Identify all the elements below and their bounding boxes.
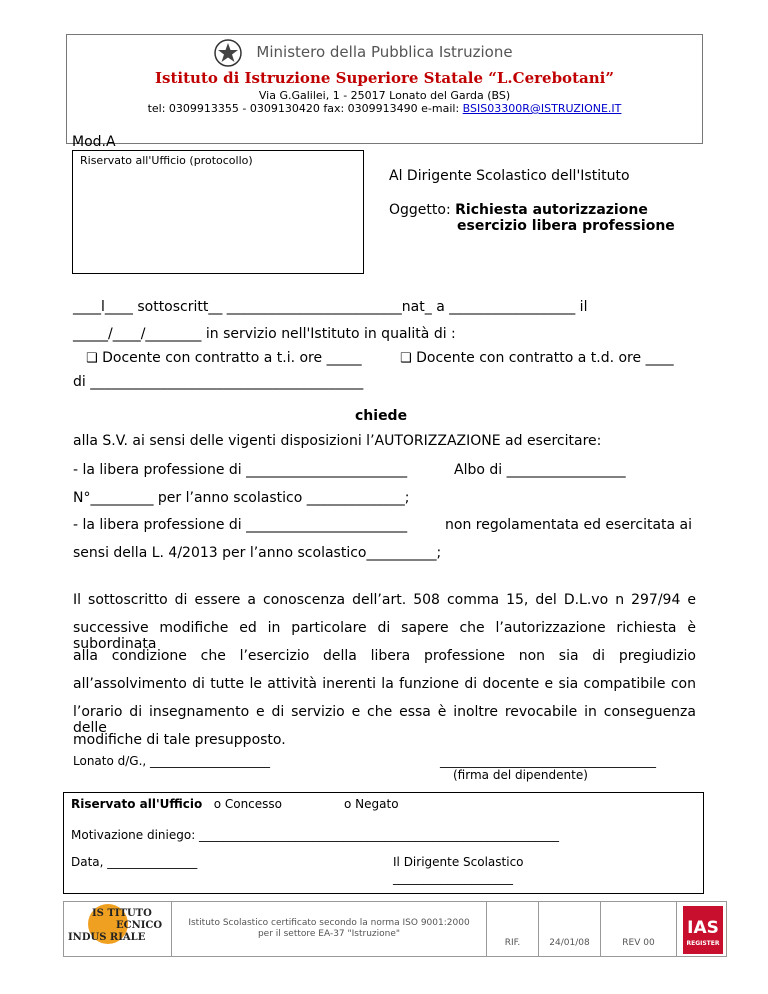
office-box xyxy=(63,792,704,894)
head-signature-line: ____________________ xyxy=(393,871,513,885)
checkbox-icon[interactable]: ❑ xyxy=(400,351,412,366)
rev-cell: REV 00 xyxy=(601,902,677,956)
head-label: Il Dirigente Scolastico xyxy=(393,855,524,869)
profession-2-note: non regolamentata ed esercitata ai xyxy=(445,517,693,533)
birthdate-line: _____/____/________ in servizio nell'Istituto in qualità di : xyxy=(73,326,456,342)
profession-2: - la libera professione di _______________________ xyxy=(73,517,408,533)
body-line-5: l’orario di insegnamento e di servizio e che essa è inoltre revocabile in conseguenza delle xyxy=(73,704,696,736)
request-word: chiede xyxy=(355,408,408,424)
office-title-row xyxy=(71,797,282,811)
checkbox-icon[interactable]: ❑ xyxy=(86,351,98,366)
option-fixed-term[interactable]: ❑ Docente con contratto a t.d. ore ____ xyxy=(400,350,674,366)
option-permanent[interactable]: ❑ Docente con contratto a t.i. ore _____ xyxy=(86,350,362,366)
cert-line-1: Istituto Scolastico certificato secondo la norma ISO 9001:2000 xyxy=(188,918,470,928)
subject xyxy=(389,202,648,218)
register-1: Albo di _________________ xyxy=(454,462,626,478)
register-number: N°_________ per l’anno scolastico ______________; xyxy=(73,490,410,506)
request-intro: alla S.V. ai sensi delle vigenti disposizioni l’AUTORIZZAZIONE ad esercitare: xyxy=(73,433,602,449)
recipient: Al Dirigente Scolastico dell'Istituto xyxy=(389,168,630,184)
motivation-line: Motivazione diniego: ____________________________________________________________ xyxy=(71,828,560,842)
office-title: Riservato all'Ufficio xyxy=(71,797,203,811)
footer xyxy=(63,901,727,957)
applicant-line: ____l____ sottoscritt__ _________________________nat_ a __________________ il xyxy=(73,299,588,315)
body-line-2: successive modifiche ed in particolare di sapere che l’autorizzazione richiesta è subordinata xyxy=(73,620,696,652)
subject-taught-line: di _______________________________________ xyxy=(73,374,364,390)
radio-denied-icon[interactable]: ο xyxy=(344,797,352,811)
institute-contacts: tel: 0309913355 - 0309130420 fax: 0309913490 e-mail: BSIS03300R@ISTRUZIONE.IT xyxy=(147,102,622,115)
institute-name: Istituto di Istruzione Superiore Statale “L.Cerebotani” xyxy=(155,69,614,87)
protocol-label: Riservato all'Ufficio (protocollo) xyxy=(80,154,253,167)
ministry-name: Ministero della Pubblica Istruzione xyxy=(256,43,513,61)
subject-line-2: esercizio libera professione xyxy=(457,218,675,234)
ias-register-logo: IAS REGISTER xyxy=(683,906,723,954)
model-label: Mod.A xyxy=(72,134,116,150)
school-logo: IS TITUTO ECNICO INDUS RIALE xyxy=(64,902,172,956)
email-link[interactable]: BSIS03300R@ISTRUZIONE.IT xyxy=(462,102,622,115)
institute-address: Via G.Galilei, 1 - 25017 Lonato del Garda (BS) xyxy=(258,89,511,102)
date-cell: 24/01/08 xyxy=(539,902,601,956)
office-date: Data, _______________ xyxy=(71,855,198,869)
signature-line: ____________________________________ xyxy=(440,754,656,768)
cert-line-2: per il settore EA-37 "Istruzione" xyxy=(257,929,401,939)
denied-label: Negato xyxy=(355,797,399,811)
letterhead xyxy=(66,34,703,144)
body-line-3: alla condizione che l’esercizio della libera professione non sia di pregiudizio xyxy=(73,648,696,664)
radio-granted-icon[interactable]: ο xyxy=(213,797,222,811)
denied-option[interactable] xyxy=(344,797,399,811)
body-line-4: all’assolvimento di tutte le attività inerenti la funzione di docente e sia compatibile con xyxy=(73,676,696,692)
protocol-box xyxy=(72,150,364,274)
certification-cell xyxy=(172,902,487,956)
profession-2-law: sensi della L. 4/2013 per l’anno scolastico__________; xyxy=(73,545,442,561)
profession-1: - la libera professione di _______________________ xyxy=(73,462,408,478)
subject-line-1: Richiesta autorizzazione xyxy=(455,202,648,218)
ref-cell: RIF. xyxy=(487,902,539,956)
granted-label: Concesso xyxy=(224,797,283,811)
body-line-6: modifiche di tale presupposto. xyxy=(73,732,286,748)
body-line-1: Il sottoscritto di essere a conoscenza dell’art. 508 comma 15, del D.L.vo n 297/94 e xyxy=(73,592,696,608)
subject-label: Oggetto: xyxy=(389,202,451,218)
signature-label: (firma del dipendente) xyxy=(453,768,588,782)
place-date: Lonato d/G., ____________________ xyxy=(73,754,271,768)
